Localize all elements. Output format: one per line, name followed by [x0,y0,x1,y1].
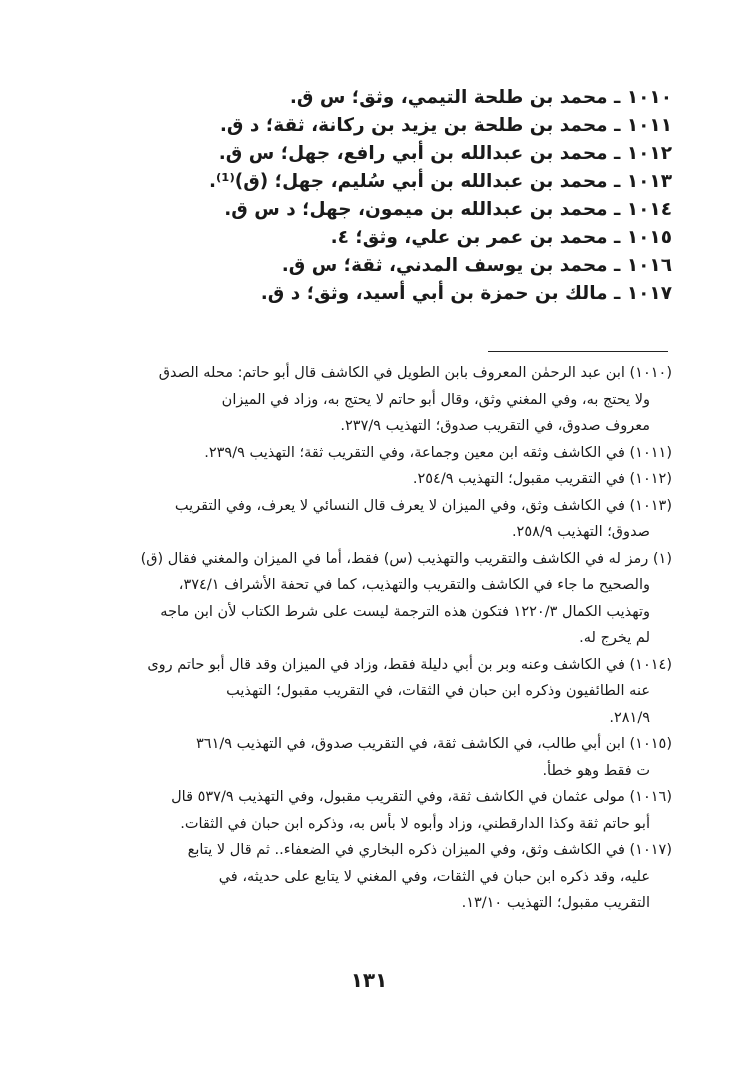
footnote-line: (١٠١٤) في الكاشف وعنه وبر بن أبي دليلة فقط، وزاد في الميزان وقد قال أبو حاتم روى [147,656,672,673]
footnote-line: التقريب مقبول؛ التهذيب ١٣/١٠. [461,895,650,911]
entry-1015: ١٠١٥ ـ محمد بن عمر بن علي، وثق؛ ٤. [330,227,672,248]
footnote-1011 [70,440,672,467]
entry-1010: ١٠١٠ ـ محمد بن طلحة التيمي، وثق؛ س ق. [289,87,672,108]
entry-list [192,84,672,308]
footnote-1015 [70,731,672,784]
entry-1011: ١٠١١ ـ محمد بن طلحة بن يزيد بن ركانة، ثقة؛ د ق. [219,115,672,136]
footnote-line: (١٠١٣) في الكاشف وثق، وفي الميزان لا يعرف قال النسائي لا يعرف، وفي التقريب [174,497,672,514]
footnotes [70,360,672,917]
footnote-line: (١٠١٠) ابن عبد الرحمٰن المعروف بابن الطويل في الكاشف قال أبو حاتم: محله الصدق [158,365,672,381]
entry-1013: ١٠١٣ ـ محمد بن عبدالله بن أبي سُليم، جهل؛ (ق)⁽¹⁾. [208,171,672,192]
footnote-1016 [70,784,672,837]
footnote-1012 [70,466,672,493]
footnote-line: (١٠١٥) ابن أبي طالب، في الكاشف ثقة، في التقريب صدوق، في التهذيب ٣٦١/٩ [196,736,672,752]
footnote-line: عنه الطائفيون وذكره ابن حبان في الثقات، في التقريب مقبول؛ التهذيب [226,683,650,699]
footnote-divider [488,351,668,352]
footnote-line: ٢٨١/٩. [609,709,650,726]
footnote-1017 [70,837,672,917]
entry-1014: ١٠١٤ ـ محمد بن عبدالله بن ميمون، جهل؛ د س ق. [224,199,672,220]
footnote-line: (١٠١٧) في الكاشف وثق، وفي الميزان ذكره البخاري في الضعفاء.. ثم قال لا يتابع [187,842,672,858]
footnote-line: (١) رمز له في الكاشف والتقريب والتهذيب (س) فقط، أما في الميزان والمغني فقال (ق) [140,550,672,567]
footnote-line: والصحيح ما جاء في الكاشف والتقريب والتهذيب، كما في تحفة الأشراف ٣٧٤/١، [178,577,650,593]
entry-1012: ١٠١٢ ـ محمد بن عبدالله بن أبي رافع، جهل؛ س ق. [218,143,672,164]
footnote-line: ت فقط وهو خطأ. [542,762,650,779]
footnote-line: أبو حاتم ثقة وكذا الدارقطني، وزاد وأبوه لا بأس به، وذكره ابن حبان في الثقات. [180,815,650,832]
footnote-line: صدوق؛ التهذيب ٢٥٨/٩. [511,524,650,540]
footnote-1 [70,546,672,652]
entry-1016: ١٠١٦ ـ محمد بن يوسف المدني، ثقة؛ س ق. [281,255,672,276]
footnote-line: (١٠١٢) في التقريب مقبول؛ التهذيب ٢٥٤/٩. [412,471,672,487]
footnote-1014 [70,652,672,732]
footnote-line: وتهذيب الكمال ١٢٢٠/٣ فتكون هذه الترجمة ليست على شرط الكتاب لأن ابن ماجه [160,603,650,620]
entry-1017: ١٠١٧ ـ مالك بن حمزة بن أبي أسيد، وثق؛ د ق. [260,283,672,304]
footnote-line: (١٠١٦) مولى عثمان في الكاشف ثقة، وفي التقريب مقبول، وفي التهذيب ٥٣٧/٩ قال [171,789,672,805]
footnote-line: عليه، وقد ذكره ابن حبان في الثقات، وفي المغني لا يتابع على حديثه، في [218,868,650,885]
footnote-line: (١٠١١) في الكاشف وثقه ابن معين وجماعة، وفي التقريب ثقة؛ التهذيب ٢٣٩/٩. [204,444,672,461]
footnote-line: لم يخرج له. [579,630,650,646]
footnote-line: ولا يحتج به، وفي المغني وثق، وقال أبو حاتم لا يحتج به، وزاد في الميزان [221,391,650,408]
footnote-1010 [70,360,672,440]
footnote-1013 [70,493,672,546]
footnote-line: معروف صدوق، في التقريب صدوق؛ التهذيب ٢٣٧/٩. [340,418,650,434]
page-number: ١٣١ [350,968,388,992]
